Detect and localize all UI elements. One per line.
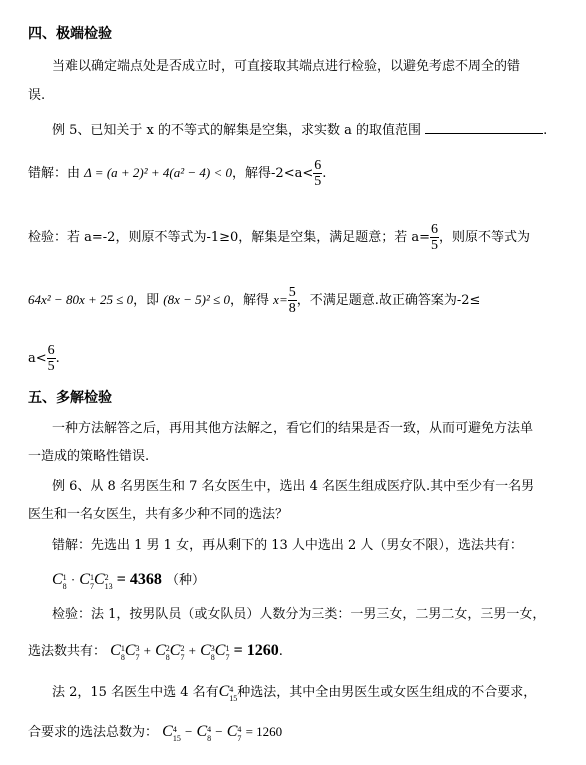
- paragraph-text: 一造成的策略性错误.: [28, 449, 150, 464]
- section-heading-extreme-check: 四、极端检验: [28, 26, 112, 42]
- example-6-text: 例 6、从 8 名男医生和 7 名女医生中，选出 4 名医生组成医疗队.其中至少有一名男: [52, 479, 535, 494]
- method-1-result: 选法数共有： C 1 8 C 3 7 + C 2 8 C 2 7 + C 3 8 C 1 7 = 1260.: [28, 642, 283, 662]
- math-expression: Δ = (a + 2)² + 4(a² − 4) < 0: [84, 165, 233, 180]
- inequality-line: 64x² − 80x + 25 ≤ 0，即 (8x − 5)² ≤ 0，解得 x= $\frac{5}{8}$ ，不满足题意.故正确答案为-2≤: [28, 285, 481, 316]
- example-5-text: 例 5、已知关于 x 的不等式的解集是空集，求实数 a 的取值范围 .: [52, 123, 548, 138]
- section-heading-multi-method: 五、多解检验: [28, 390, 112, 406]
- wrong-solution-line: 错解：先选出 1 男 1 女，再从剩下的 13 人中选出 2 人（男女不限），选法共有：: [52, 538, 523, 553]
- fraction: $\frac{6}{5}$: [431, 222, 439, 253]
- example-6-text: 医生和一名女医生，共有多少种不同的选法？: [28, 507, 289, 522]
- fraction: $\frac{6}{5}$: [314, 158, 322, 189]
- wrong-solution-line: 错解：由 Δ = (a + 2)² + 4(a² − 4) < 0，解得-2<a< $\frac{6}{5}$ .: [28, 158, 327, 189]
- method-2-line: 法 2，15 名医生中选 4 名有C 4 15 种选法，其中全由男医生或女医生组成的不合要求，: [52, 683, 537, 703]
- paragraph-text: 当难以确定端点处是否成立时，可直接取其端点进行检验，以避免考虑不周全的错: [52, 59, 521, 74]
- fraction: $\frac{6}{5}$: [47, 343, 55, 374]
- check-line: 检验：若 a=-2，则原不等式为-1≥0，解集是空集，满足题意；若 a= $\frac{6}{5}$ ，则原不等式为: [28, 222, 531, 253]
- final-answer-line: a< $\frac{6}{5}$ .: [28, 343, 60, 374]
- method-1-line: 检验：法 1，按男队员（或女队员）人数分为三类：一男三女，二男二女，三男一女，: [52, 607, 546, 622]
- math-expression: 64x² − 80x + 25 ≤ 0: [28, 292, 134, 307]
- paragraph-text: 误.: [28, 88, 46, 103]
- combination-expression: C 1 8 · C 1 7 C 2 13 = 4368 （种）: [52, 571, 206, 591]
- fraction: $\frac{5}{8}$: [288, 285, 296, 316]
- math-expression: (8x − 5)² ≤ 0: [163, 292, 231, 307]
- paragraph-text: 一种方法解答之后，再用其他方法解之，看它们的结果是否一致，从而可避免方法单: [52, 421, 534, 436]
- answer-blank: [425, 121, 543, 134]
- method-2-result: 合要求的选法总数为： C 4 15 − C 4 8 − C 4 7 = 1260: [28, 723, 283, 743]
